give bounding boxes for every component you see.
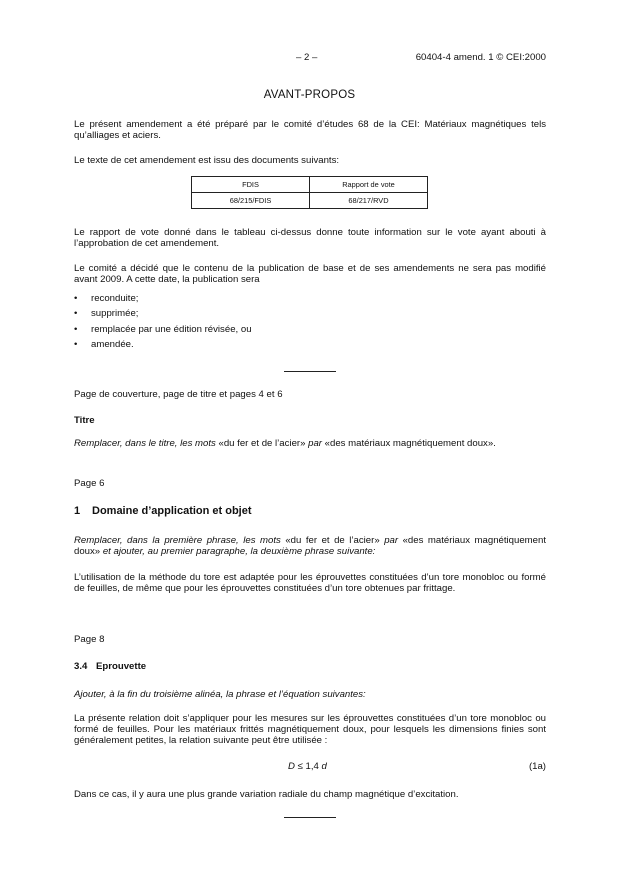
bullet-marker: • [74,308,78,320]
equation-operator: ≤ 1,4 [294,761,322,772]
quoted-text: «des matériaux magnétiquement doux». [321,438,496,449]
closing-paragraph: Dans ce cas, il y aura une plus grande variation radiale du champ magnétique d’excitation. [74,789,459,800]
list-item-text: remplacée par une édition révisée, ou [91,323,252,335]
end-rule [284,817,336,818]
list-item-text: amendée. [91,338,134,350]
quoted-text: «des matériaux magnétiquement doux» [74,535,547,558]
instruction-text: et ajouter, au premier paragraphe, la deuxième phrase suivante: [102,546,376,558]
vote-table-cell-rvd: 68/217/RVD [310,193,428,209]
intro-paragraph-2: Le texte de cet amendement est issu des documents suivants: [74,155,340,166]
list-item-text: reconduite; [91,293,139,304]
section-3-4-heading [74,661,146,672]
equation [288,761,327,772]
vote-table-cell-fdis: 68/215/FDIS [192,193,310,209]
section-number: 1 [74,505,81,517]
title-instruction [74,438,546,449]
page-title: AVANT-PROPOS [263,89,356,101]
document-reference: 60404-4 amend. 1 © CEI:2000 [415,52,546,63]
bullet-marker: • [74,338,78,350]
title-heading: Titre [74,415,95,426]
page-number: – 2 – [296,52,318,63]
table-row [192,193,428,209]
equation-number: (1a) [528,761,546,772]
section-3-4-text: La présente relation doit s’appliquer pour les mesures sur les éprouvettes constituées d’un tore monobloc ou formé de feuilles. Pour les matériaux frittés magnétiquement doux, pour lesquels les dimensions finies sont généralement petites, la relation suivante peut être utilisée : [74,713,546,747]
section-title: Domaine d’application et objet [92,505,252,517]
bullet-marker: • [74,323,78,335]
section-1-heading [74,505,252,517]
equation-rhs: d [321,761,327,772]
vote-table-header-fdis: FDIS [192,177,310,193]
instruction-text: par [308,438,322,449]
committee-decision-paragraph: Le comité a décidé que le contenu de la publication de base et de ses amendements ne sera pas modifié avant 2009. A cette date, la publication sera [74,263,546,286]
separator-rule [284,371,336,372]
list-item-text: supprimée; [91,308,139,320]
vote-table-header-row [192,177,428,193]
vote-table [191,176,428,209]
cover-pages-line: Page de couverture, page de titre et pages 4 et 6 [74,389,283,400]
quoted-text: «du fer et de l’acier» [215,438,309,449]
page-reference-8: Page 8 [74,634,105,645]
intro-paragraph-1: Le présent amendement a été préparé par le comité d’études 68 de la CEI: Matériaux magnétiques tels qu’alliages et aciers. [74,119,546,142]
section-number: 3.4 [74,661,88,672]
section-1-text: L’utilisation de la méthode du tore est adaptée pour les éprouvettes constituées d’un tore monobloc ou formé de feuilles, de même que pour les éprouvettes constituées d’un tore obtenues par frittage. [74,572,546,595]
section-3-4-instruction: Ajouter, à la fin du troisième alinéa, la phrase et l’équation suivantes: [74,689,366,700]
quoted-text: «du fer et de l’acier» [280,535,385,546]
section-title: Eprouvette [96,661,147,672]
page-reference-6: Page 6 [74,478,105,489]
instruction-text: Remplacer, dans la première phrase, les mots [74,535,281,546]
equation-lhs: D [288,761,295,772]
bullet-marker: • [74,293,78,304]
section-1-instruction [74,535,546,557]
vote-report-paragraph: Le rapport de vote donné dans le tableau ci-dessus donne toute information sur le vote ayant abouti à l’approbation de cet amendement. [74,227,546,250]
instruction-text: par [384,535,399,546]
vote-table-header-rapport: Rapport de vote [310,177,428,193]
instruction-text: Remplacer, dans le titre, les mots [74,438,216,449]
